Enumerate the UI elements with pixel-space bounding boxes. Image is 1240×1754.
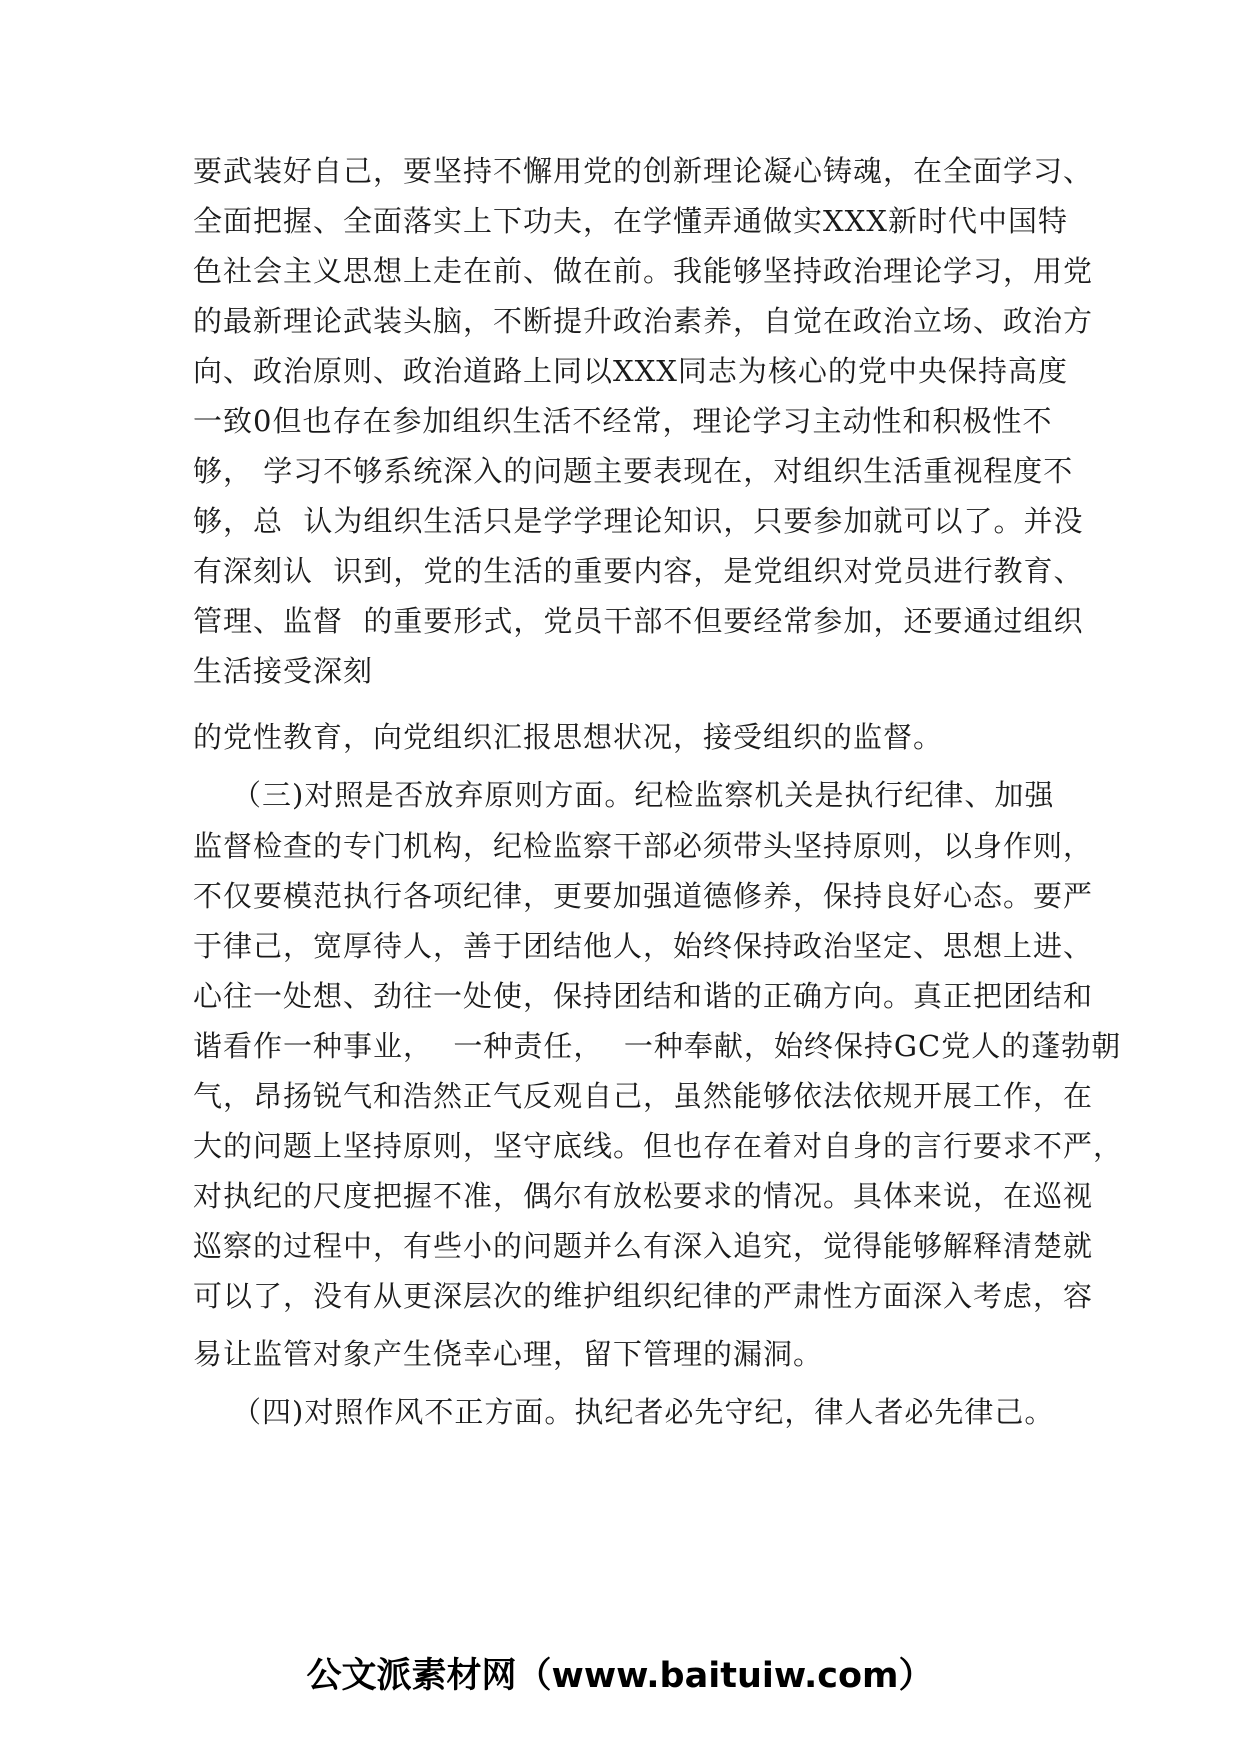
text-line: 有深刻认 识到，党的生活的重要内容，是党组织对党员进行教育、 [193,554,1084,588]
text-line: 生活接受深刻 [193,654,374,688]
text-line: 一致0但也存在参加组织生活不经常，理论学习主动性和积极性不 [193,404,1053,438]
text-line: 向、政治原则、政治道路上同以XXX同志为核心的党中央保持高度 [193,354,1068,388]
text-line: 要武装好自己，要坚持不懈用党的创新理论凝心铸魂，在全面学习、 [193,154,1094,188]
text-line: 于律己，宽厚待人，善于团结他人，始终保持政治坚定、思想上进、 [193,929,1094,963]
text-line: 可以了，没有从更深层次的维护组织纪律的严肃性方面深入考虑，容 [193,1279,1094,1313]
section-heading-three: （三)对照是否放弃原则方面。纪检监察机关是执行纪律、加强 [232,778,1055,812]
text-line: 全面把握、全面落实上下功夫，在学懂弄通做实XXX新时代中国特 [193,204,1068,238]
text-line: 管理、监督 的重要形式，党员干部不但要经常参加，还要通过组织 [193,604,1084,638]
text-line: 易让监管对象产生侥幸心理，留下管理的漏洞。 [193,1337,824,1371]
text-line: 巡察的过程中，有些小的问题并么有深入追究，觉得能够解释清楚就 [193,1229,1094,1263]
text-line: 监督检查的专门机构，纪检监察干部必须带头坚持原则，以身作则， [193,829,1094,863]
text-line: 的最新理论武装头脑，不断提升政治素养，自觉在政治立场、政治方 [193,304,1094,338]
text-line: 色社会主义思想上走在前、做在前。我能够坚持政治理论学习，用党 [193,254,1094,288]
footer-watermark: 公文派素材网（www.baituiw.com） [306,1656,934,1696]
section-heading-four: （四)对照作风不正方面。执纪者必先守纪，律人者必先律己。 [232,1395,1055,1429]
text-line: 不仅要模范执行各项纪律，更要加强道德修养，保持良好心态。要严 [193,879,1094,913]
text-line: 的党性教育，向党组织汇报思想状况，接受组织的监督。 [193,720,944,754]
text-line: 够，总 认为组织生活只是学学理论知识，只要参加就可以了。并没 [193,504,1084,538]
text-line: 心往一处想、劲往一处使，保持团结和谐的正确方向。真正把团结和 [193,979,1094,1013]
text-line: 气，昂扬锐气和浩然正气反观自己，虽然能够依法依规开展工作，在 [193,1079,1094,1113]
text-line: 对执纪的尺度把握不准，偶尔有放松要求的情况。具体来说，在巡视 [193,1179,1094,1213]
text-line: 谐看作一种事业， 一种责任， 一种奉献，始终保持GC党人的蓬勃朝 [193,1029,1122,1063]
text-line: 够， 学习不够系统深入的问题主要表现在，对组织生活重视程度不 [193,454,1074,488]
text-line: 大的问题上坚持原则，坚守底线。但也存在着对自身的言行要求不严， [193,1129,1124,1163]
